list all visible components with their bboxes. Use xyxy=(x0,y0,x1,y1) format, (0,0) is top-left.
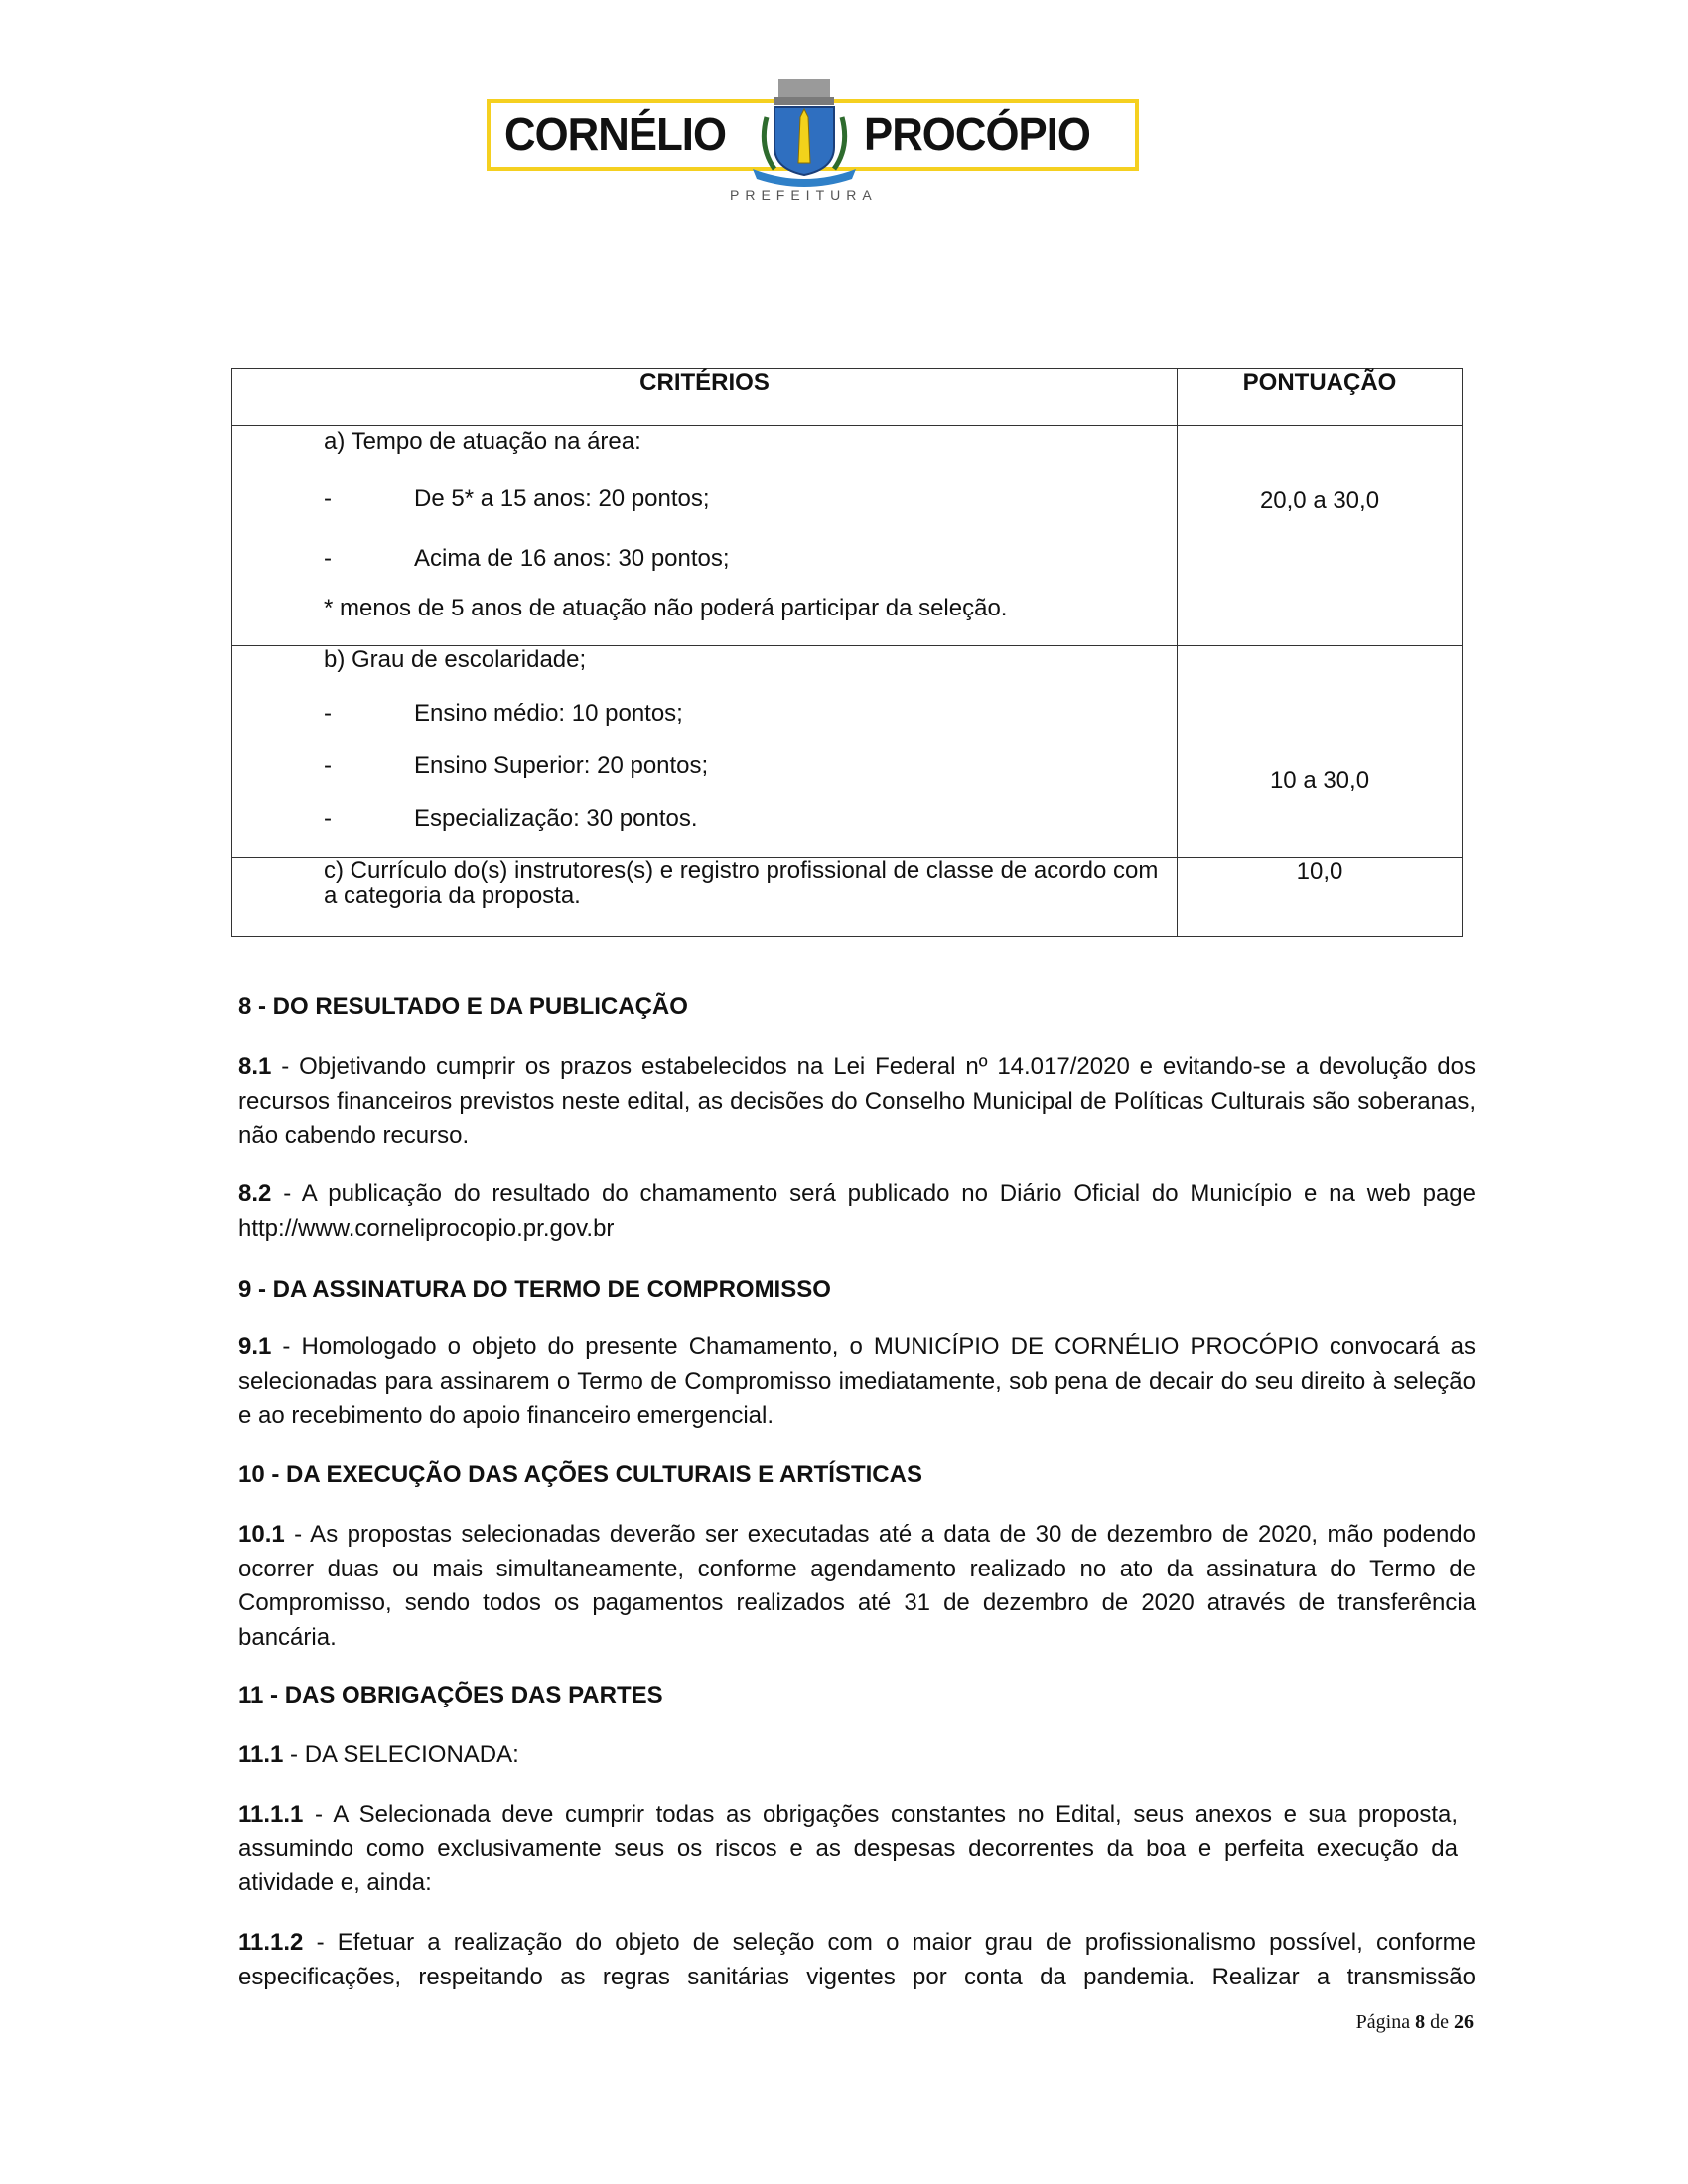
table-row xyxy=(232,646,1463,858)
list-item: - Ensino Superior: 20 pontos; xyxy=(324,752,709,779)
coat-of-arms-icon xyxy=(745,77,864,187)
section-heading-8: 8 - DO RESULTADO E DA PUBLICAÇÃO xyxy=(238,993,688,1020)
criteria-cell: c) Currículo do(s) instrutores(s) e registro profissional de classe de acordo com a categoria da proposta. xyxy=(232,858,1178,937)
score-cell: 20,0 a 30,0 xyxy=(1178,426,1463,646)
criteria-cell xyxy=(232,646,1178,858)
table-row xyxy=(232,858,1463,937)
page-number: Página 8 de 26 xyxy=(1355,2011,1474,2033)
paragraph-11-1-2: 11.1.2 - Efetuar a realização do objeto de seleção com o maior grau de profissionalismo possível, conforme especificações, respeitando as regras sanitárias vigentes por conta da pandemia. Realizar a transmissão xyxy=(238,1929,1476,1990)
list-item: - Ensino médio: 10 pontos; xyxy=(324,700,683,727)
criteria-title: a) Tempo de atuação na área: xyxy=(324,428,641,455)
paragraph-11-1: 11.1 - DA SELECIONADA: xyxy=(238,1741,519,1768)
prefeitura-logo xyxy=(487,77,1137,206)
criteria-note: * menos de 5 anos de atuação não poderá participar da seleção. xyxy=(324,595,1008,621)
list-item: - Acima de 16 anos: 30 pontos; xyxy=(324,545,730,572)
logo-subtitle: PREFEITURA xyxy=(730,187,878,203)
paragraph-8-2: 8.2 - A publicação do resultado do chamamento será publicado no Diário Oficial do Município e na web page http://www.corneliprocopio.pr.gov.br xyxy=(238,1180,1476,1242)
criteria-table xyxy=(231,368,1463,937)
paragraph-9-1: 9.1 - Homologado o objeto do presente Chamamento, o MUNICÍPIO DE CORNÉLIO PROCÓPIO convocará as selecionadas para assinarem o Termo de Compromisso imediatamente, sob pena de decair do seu direito à seleção e ao recebimento do apoio financeiro emergencial. xyxy=(238,1333,1476,1429)
score-cell: 10,0 xyxy=(1178,858,1463,937)
section-heading-10: 10 - DA EXECUÇÃO DAS AÇÕES CULTURAIS E ARTÍSTICAS xyxy=(238,1461,922,1488)
header-criterios: CRITÉRIOS xyxy=(232,369,1178,426)
criteria-cell xyxy=(232,426,1178,646)
header-pontuacao: PONTUAÇÃO xyxy=(1178,369,1463,426)
logo-word-left: CORNÉLIO xyxy=(504,108,727,160)
list-item: - Especialização: 30 pontos. xyxy=(324,805,698,832)
score-cell: 10 a 30,0 xyxy=(1178,646,1463,858)
paragraph-8-1: 8.1 - Objetivando cumprir os prazos estabelecidos na Lei Federal nº 14.017/2020 e evitando-se a devolução dos recursos financeiros previstos neste edital, as decisões do Conselho Municipal de Políticas Culturais são soberanas, não cabendo recurso. xyxy=(238,1053,1476,1149)
table-row xyxy=(232,426,1463,646)
criteria-title: b) Grau de escolaridade; xyxy=(324,646,587,673)
logo-word-right: PROCÓPIO xyxy=(864,108,1090,160)
paragraph-11-1-1: 11.1.1 - A Selecionada deve cumprir todas as obrigações constantes no Edital, seus anexos e sua proposta, assumindo como exclusivamente seus os riscos e as despesas decorrentes da boa e perfeita execução da atividade e, ainda: xyxy=(238,1801,1458,1896)
paragraph-10-1: 10.1 - As propostas selecionadas deverão ser executadas até a data de 30 de dezembro de 2020, mão podendo ocorrer duas ou mais simultaneamente, conforme agendamento realizado no ato da assinatura do Termo de Compromisso, sendo todos os pagamentos realizados até 31 de dezembro de 2020 através de transferência bancária. xyxy=(238,1521,1476,1651)
section-heading-9: 9 - DA ASSINATURA DO TERMO DE COMPROMISSO xyxy=(238,1276,831,1302)
table-header-row xyxy=(232,369,1463,426)
section-heading-11: 11 - DAS OBRIGAÇÕES DAS PARTES xyxy=(238,1682,663,1708)
list-item: - De 5* a 15 anos: 20 pontos; xyxy=(324,485,710,512)
